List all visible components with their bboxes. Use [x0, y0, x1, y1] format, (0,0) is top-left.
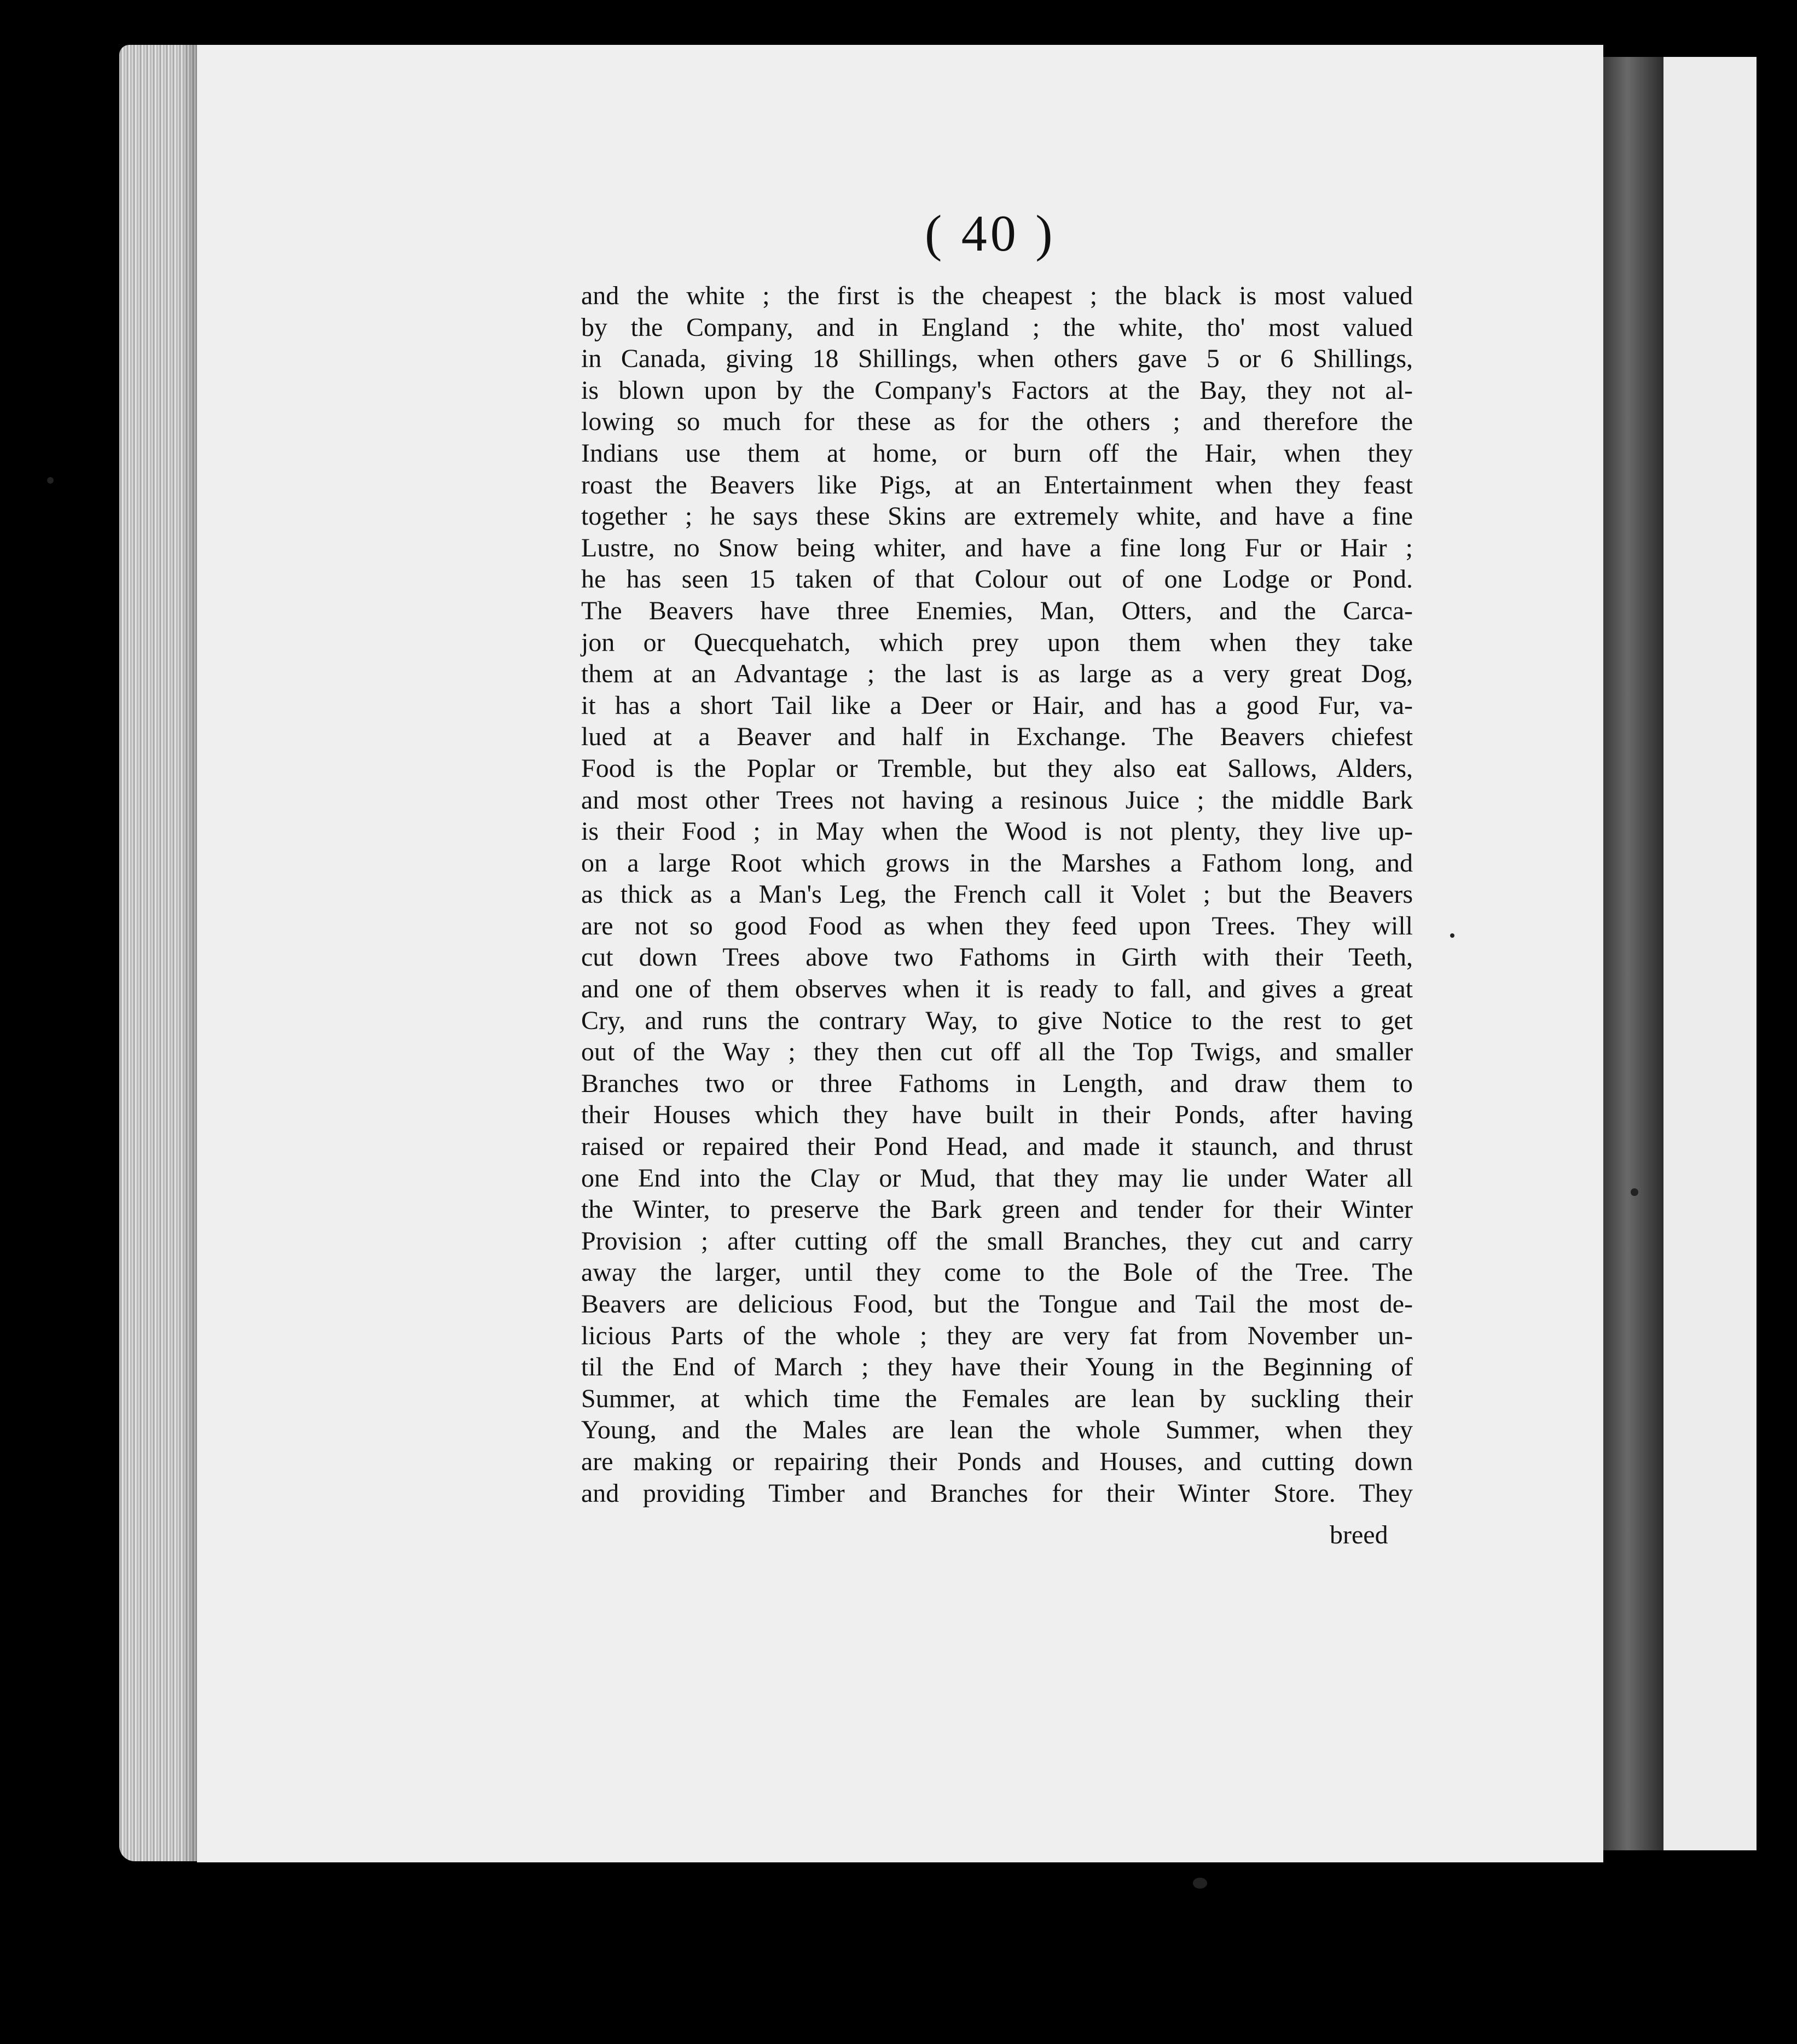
text-line: and providing Timber and Branches for their Winter Store. They: [581, 1478, 1413, 1508]
text-line: are making or repairing their Ponds and Houses, and cutting down: [581, 1447, 1413, 1476]
text-line: are not so good Food as when they feed upon Trees. They will: [581, 911, 1413, 940]
text-line: cut down Trees above two Fathoms in Girth with their Teeth,: [581, 943, 1413, 972]
text-line: one End into the Clay or Mud, that they may lie under Water all: [581, 1163, 1413, 1193]
text-line: Summer, at which time the Females are lean by suckling their: [581, 1384, 1413, 1413]
text-line: lowing so much for these as for the others ; and therefore the: [581, 407, 1413, 437]
text-line: the Winter, to preserve the Bark green and tender for their Winter: [581, 1195, 1413, 1224]
text-line: jon or Quecquehatch, which prey upon them when they take: [581, 628, 1413, 657]
ink-speck: [47, 477, 54, 484]
text-line: together ; he says these Skins are extremely white, and have a fine: [581, 502, 1413, 531]
ink-speck: [1450, 933, 1454, 938]
text-line: is blown upon by the Company's Factors at the Bay, they not al-: [581, 375, 1413, 405]
text-line: and one of them observes when it is ready to fall, and gives a great: [581, 974, 1413, 1004]
text-line: and the white ; the first is the cheapest ; the black is most valued: [581, 281, 1413, 310]
body-text: [581, 280, 1413, 1509]
text-line: Cry, and runs the contrary Way, to give Notice to the rest to get: [581, 1006, 1413, 1035]
text-line: roast the Beavers like Pigs, at an Entertainment when they feast: [581, 470, 1413, 500]
text-line: til the End of March ; they have their Young in the Beginning of: [581, 1352, 1413, 1382]
text-line: The Beavers have three Enemies, Man, Otters, and the Carca-: [581, 596, 1413, 625]
text-line: their Houses which they have built in their Ponds, after having: [581, 1100, 1413, 1130]
text-line: he has seen 15 taken of that Colour out of one Lodge or Pond.: [581, 565, 1413, 594]
text-line: in Canada, giving 18 Shillings, when others gave 5 or 6 Shillings,: [581, 344, 1413, 374]
text-line: Young, and the Males are lean the whole Summer, when they: [581, 1415, 1413, 1445]
catchword: breed: [1330, 1520, 1388, 1549]
text-line: by the Company, and in England ; the white, tho' most valued: [581, 312, 1413, 342]
ink-speck: [1193, 1878, 1207, 1889]
text-line: and most other Trees not having a resinous Juice ; the middle Bark: [581, 785, 1413, 815]
text-line: it has a short Tail like a Deer or Hair, and has a good Fur, va-: [581, 690, 1413, 720]
text-line: licious Parts of the whole ; they are very fat from November un-: [581, 1321, 1413, 1350]
text-line: is their Food ; in May when the Wood is not plenty, they live up-: [581, 817, 1413, 846]
text-line: as thick as a Man's Leg, the French call it Volet ; but the Beavers: [581, 880, 1413, 909]
text-line: out of the Way ; they then cut off all the Top Twigs, and smaller: [581, 1037, 1413, 1067]
text-line: away the larger, until they come to the Bole of the Tree. The: [581, 1258, 1413, 1287]
page-number: ( 40 ): [925, 205, 1056, 262]
book-gutter: [1603, 57, 1663, 1850]
text-line: lued at a Beaver and half in Exchange. The Beavers chiefest: [581, 722, 1413, 752]
text-line: Branches two or three Fathoms in Length, and draw them to: [581, 1069, 1413, 1098]
text-line: raised or repaired their Pond Head, and made it staunch, and thrust: [581, 1132, 1413, 1162]
text-line: on a large Root which grows in the Marshes a Fathom long, and: [581, 848, 1413, 878]
facing-page-strip: [1663, 57, 1757, 1850]
text-line: them at an Advantage ; the last is as large as a very great Dog,: [581, 659, 1413, 689]
text-line: Provision ; after cutting off the small Branches, they cut and carry: [581, 1226, 1413, 1256]
text-line: Beavers are delicious Food, but the Tongue and Tail the most de-: [581, 1290, 1413, 1319]
text-line: Food is the Poplar or Tremble, but they also eat Sallows, Alders,: [581, 753, 1413, 783]
text-line: Indians use them at home, or burn off the Hair, when they: [581, 438, 1413, 468]
ink-speck: [1631, 1188, 1638, 1196]
text-line: Lustre, no Snow being whiter, and have a fine long Fur or Hair ;: [581, 533, 1413, 562]
